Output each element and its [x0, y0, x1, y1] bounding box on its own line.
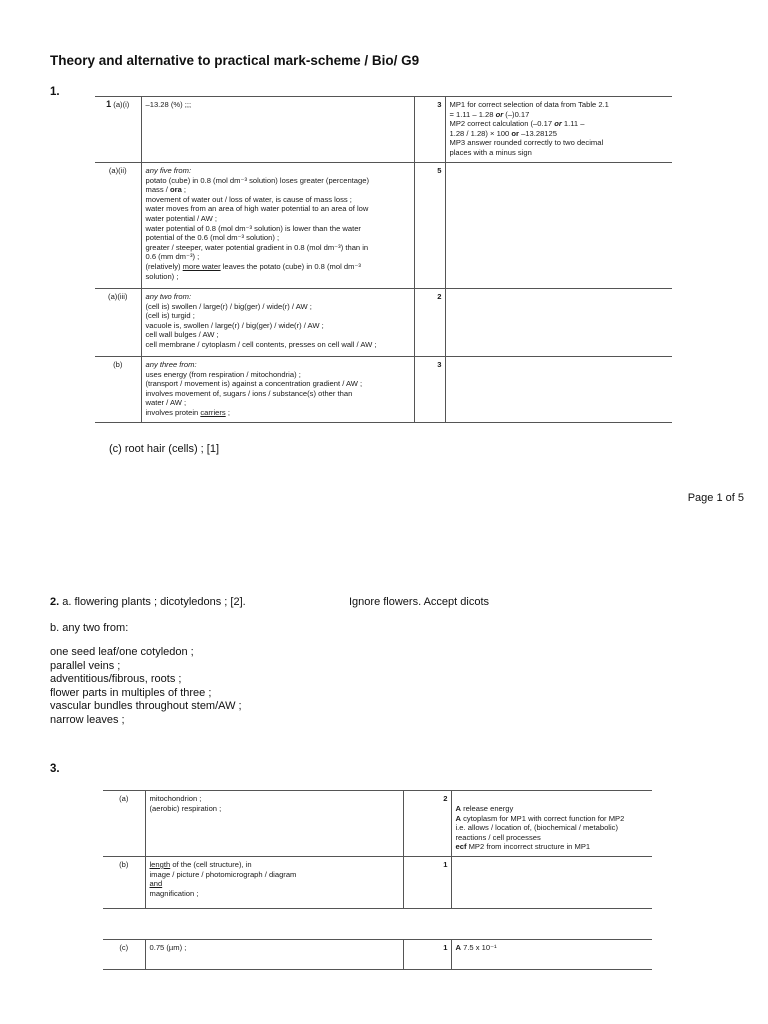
- list-item: parallel veins ;: [50, 659, 121, 672]
- q3-markscheme-table: [103, 790, 652, 909]
- row-label: (a)(ii): [95, 163, 141, 289]
- mark-cell: 3: [414, 97, 445, 163]
- q2-part-b-intro: b. any two from:: [50, 622, 129, 634]
- answer-cell: –13.28 (%) ;;;: [141, 97, 414, 163]
- question-3-number: 3.: [50, 763, 60, 775]
- q3-row-a: [103, 791, 652, 857]
- mark-cell: 1: [403, 857, 451, 909]
- list-item: narrow leaves ;: [50, 713, 125, 726]
- q1-row-a-i: [95, 97, 672, 163]
- q1-part-c: (c) root hair (cells) ; [1]: [109, 443, 220, 455]
- answer-cell: any five from: potato (cube) in 0.8 (mol dm⁻³ solution) loses greater (percentage) mass / ora ; movement of water out / loss of water, is cause of mass loss ; water moves from an area of high water potential to an area of low water potential / AW ; water potential of 0.8 (mol dm⁻³ solution) is lower than the water potential of the 0.6 (mol dm⁻³ solution) ; greater / steeper, water potential gradient in 0.8 (mol dm⁻³) than in 0.6 (mm dm⁻³) ; (relatively) more water leaves the potato (cube) in 0.8 (mol dm⁻³ solution) ;: [141, 163, 414, 289]
- q1-markscheme-table: [95, 96, 672, 423]
- list-item: vascular bundles throughout stem/AW ;: [50, 700, 242, 712]
- answer-cell: mitochondrion ; (aerobic) respiration ;: [145, 791, 403, 857]
- row-label: (a)(iii): [95, 289, 141, 357]
- answer-cell: 0.75 (µm) ;: [145, 940, 403, 970]
- row-label: (c): [103, 940, 145, 970]
- page-number: Page 1 of 5: [687, 492, 744, 504]
- guidance-cell: MP1 for correct selection of data from Table 2.1 = 1.11 – 1.28 or (–)0.17 MP2 correct calculation (–0.17 or 1.11 – 1.28 / 1.28) × 100 or –13.28125 MP3 answer rounded correctly to two decimal places with a minus sign: [449, 100, 609, 157]
- row-label: (a): [103, 791, 145, 857]
- q1-row-a-iii: [95, 289, 672, 357]
- mark-cell: 1: [403, 940, 451, 970]
- row-label: 1 (a)(i): [95, 97, 141, 163]
- answer-cell: length of the (cell structure), in image / picture / photomicrograph / diagram and magnification ;: [145, 857, 403, 909]
- q3-row-b: [103, 857, 652, 909]
- guidance-cell: [445, 163, 672, 289]
- mark-cell: 5: [414, 163, 445, 289]
- q3-markscheme-table-c: [103, 939, 652, 970]
- guidance-cell: [445, 289, 672, 357]
- page-title: Theory and alternative to practical mark-scheme / Bio/ G9: [50, 53, 420, 68]
- q1-row-a-ii: [95, 163, 672, 289]
- list-item: one seed leaf/one cotyledon ;: [50, 646, 194, 658]
- q3-row-c: [103, 940, 652, 970]
- q2-part-a: 2. a. flowering plants ; dicotyledons ; [2].: [50, 596, 246, 608]
- q1-row-b: [95, 357, 672, 423]
- guidance-cell: A release energy A cytoplasm for MP1 with correct function for MP2 i.e. allows / location of, (biochemical / metabolic) reactions / cell processes ecf MP2 from incorrect structure in MP1: [455, 804, 625, 852]
- guidance-cell: A 7.5 x 10⁻¹: [455, 943, 497, 952]
- q2-part-b-list: [50, 646, 242, 727]
- guidance-cell: [445, 357, 672, 423]
- q2-note: Ignore flowers. Accept dicots: [349, 596, 490, 608]
- answer-cell: any two from: (cell is) swollen / large(r) / big(ger) / wide(r) / AW ; (cell is) turgid ; vacuole is, swollen / large(r) / big(ger) / wide(r) / AW ; cell wall bulges / AW ; cell membrane / cytoplasm / cell contents, presses on cell wall / AW ;: [141, 289, 414, 357]
- row-label: (b): [95, 357, 141, 423]
- question-1-number: 1.: [50, 86, 60, 98]
- mark-cell: 3: [414, 357, 445, 423]
- answer-cell: any three from: uses energy (from respiration / mitochondria) ; (transport / movement is) against a concentration gradient / AW ; involves movement of, sugars / ions / substance(s) other than water / AW ; involves protein carriers ;: [141, 357, 414, 423]
- list-item: adventitious/fibrous, roots ;: [50, 673, 182, 685]
- mark-cell: 2: [414, 289, 445, 357]
- guidance-cell: [451, 857, 652, 909]
- mark-cell: 2: [403, 791, 451, 857]
- row-label: (b): [103, 857, 145, 909]
- list-item: flower parts in multiples of three ;: [50, 686, 212, 699]
